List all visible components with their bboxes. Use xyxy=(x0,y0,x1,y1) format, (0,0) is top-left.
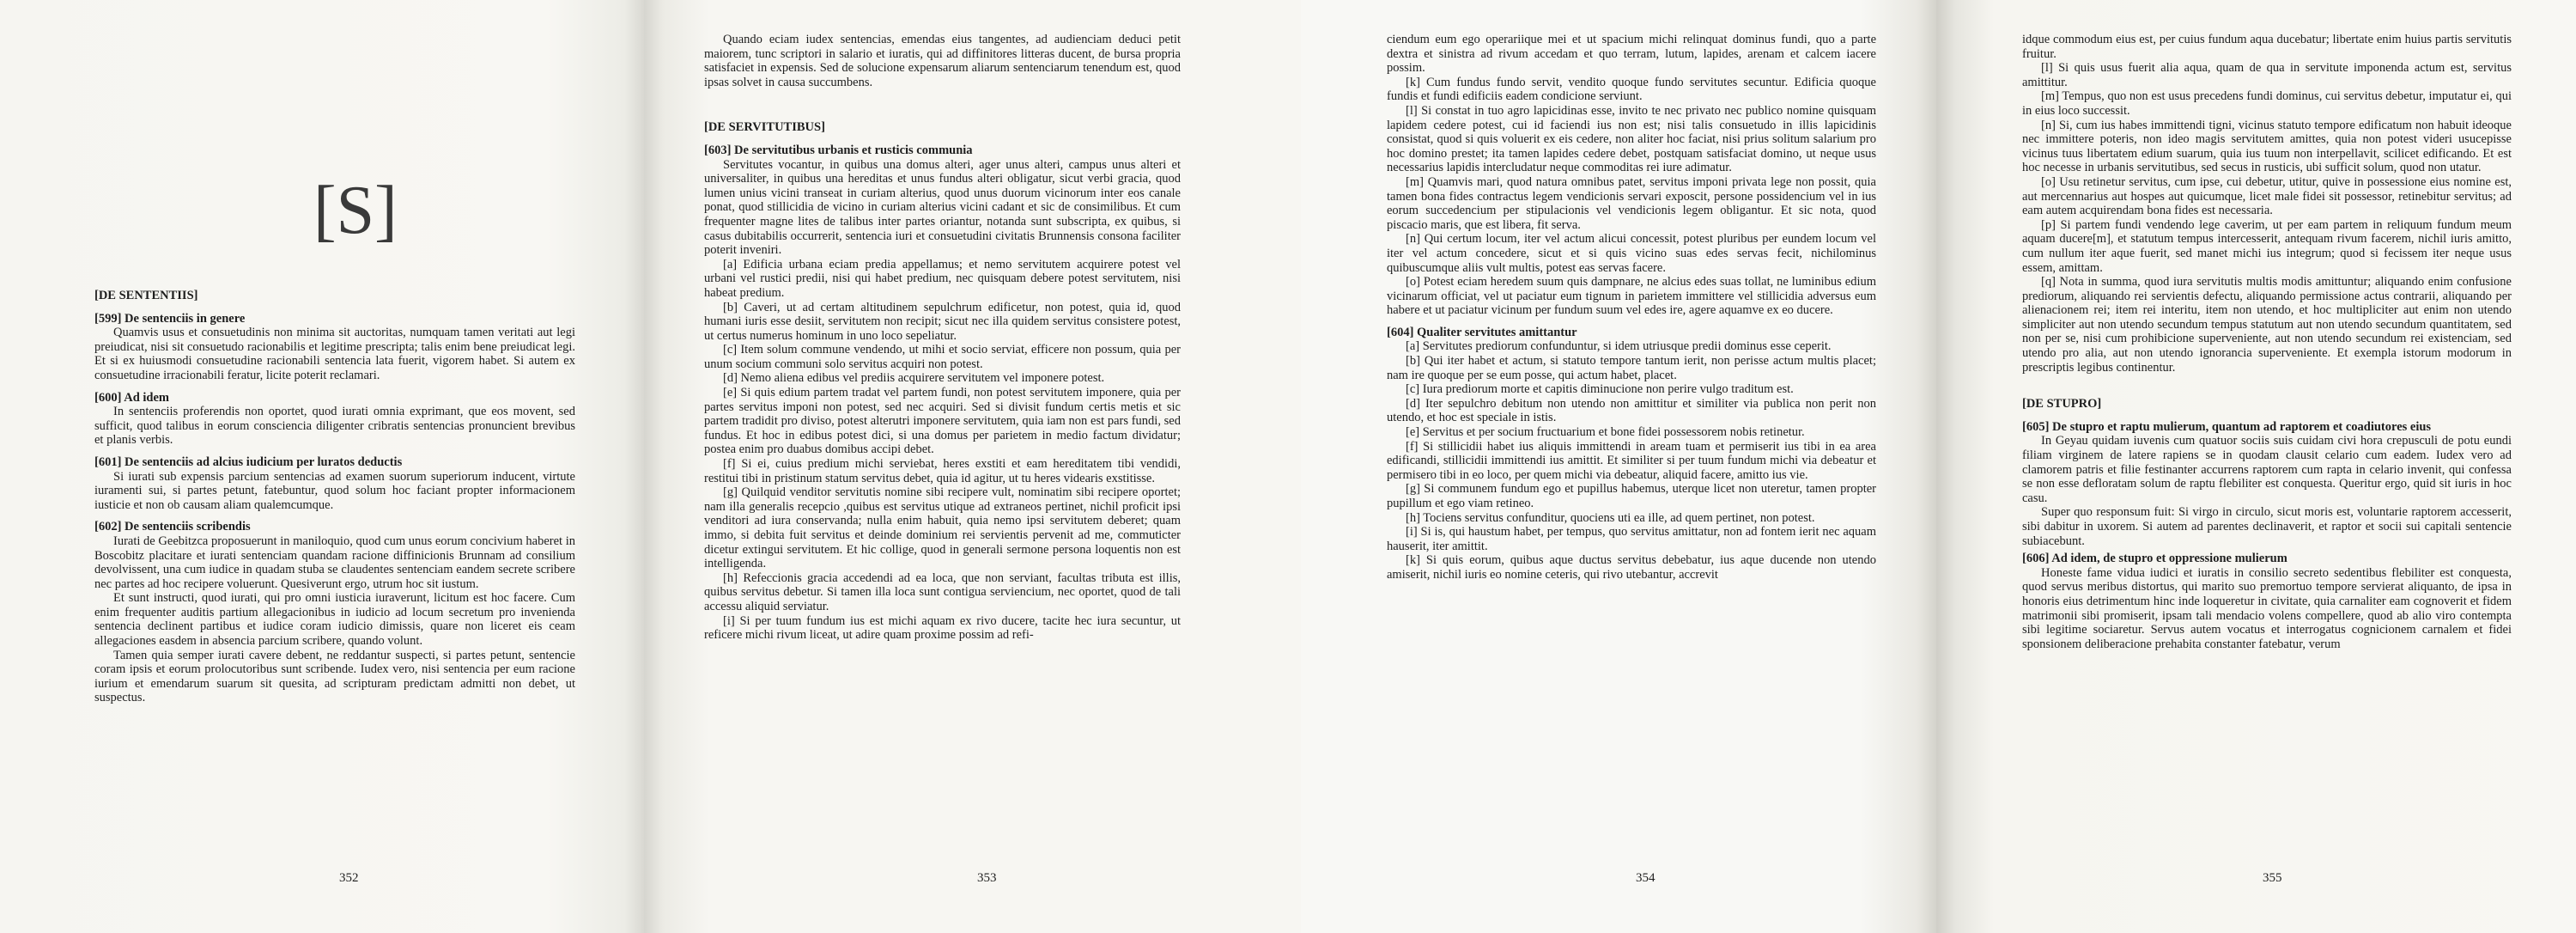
section-title: [DE SENTENTIIS] xyxy=(94,289,198,302)
paragraph: [q] Nota in summa, quod iura servitutis multis modis amittuntur; aliquando enim confusione prediorum, aliquando rei servientis defectu, aliquando permissione actus contrarii, aliquando per alienacionem rei; item rei interitu, item non utendo, et hoc multipliciter aut enim non utendo simpliciter aut non utendo secundum tempus statutum aut non utendo secundum quantitatem, sed non per se, nisi cum prohibicione superveniente, aut non utendo secundum rei existenciam, sed utendo pro alia, aut non utendo ignorancia superveniente. Et exempla istorum modorum in prescriptis legibus continentur. xyxy=(2022,275,2512,375)
paragraph: ciendum eum ego operariique mei et ut spacium michi relinquat dominus fundi, quo a parte dextra et sinistra ad rivum accedam et quo terram, lutum, lapides, arenam et calcem iacere possim. xyxy=(1387,33,1876,76)
heading: [599] De sentenciis in genere xyxy=(94,311,246,326)
paragraph: [c] Item solum commune vendendo, ut mihi et socio serviat, efficere non possum, quia per unum socium communi solo servitus acquiri non potest. xyxy=(704,343,1181,371)
chapter-letter: [S] xyxy=(313,173,398,248)
paragraph: [o] Usu retinetur servitus, cum ipse, cui debetur, utitur, quive in possessione eius nomine est, aut mercennarius aut hospes aut quicumque, licet male fidei sit possessor, retinebitur servitus; ad eam autem acquirendam bona fides est necessaria. xyxy=(2022,174,2512,218)
page-355 xyxy=(1936,0,2576,933)
paragraph: Iurati de Geebitzca proposuerunt in maniloquio, quod cum unus eorum concivium haberet in Boscobitz placitare et iurati sentenciam quandam racione diffinicionis Brunnam ad consilium devolvissent, una cum iudice in quadam stuba se claudentes sentenciam eandem secrete scribere nec partes ad hoc recipere voluerunt. Quesiverunt ergo, utrum hoc sit iustum. xyxy=(94,534,575,591)
paragraph: [m] Tempus, quo non est usus precedens fundi dominus, cui servitus debetur, imputatur ei, qui in eius loco successit. xyxy=(2022,89,2512,118)
paragraph: Si iurati sub expensis parcium sentencias ad examen suorum superiorum inducent, virtute iuramenti sui, si partes petunt, fatebuntur, quod solum hoc faciant propter informacionem iusticie et non ob causam aliam qualemcumque. xyxy=(94,469,575,512)
heading: [602] De sentenciis scribendis xyxy=(94,520,251,534)
paragraph: Servitutes vocantur, in quibus una domus alteri, ager unus alteri, campus unus alteri et universaliter, in quibus una hereditas et unus fundus alteri obligatur, sicut verbi gracia, quod lumen unius vicini transeat in curiam alterius, quod unus duorum vicinorum inter eos canale ponat, quod stillicidia de vicino in curiam alterius vicini cadant et sic de consimilibus. Et cum frequenter magne lites de talibus inter partes oriantur, notanda sunt subscripta, ex quibus, si casus dubitabilis occurrerit, sentencia iuri et consuetudini civitatis Brunnensis consona faciliter poterit inveniri. xyxy=(704,157,1181,258)
paragraph: [g] Si communem fundum ego et pupillus habemus, uterque licet non uteretur, tamen propter pupillum et ego viam retineo. xyxy=(1387,482,1876,510)
paragraph: [g] Quilquid venditor servitutis nomine sibi recipere vult, nominatim sibi recipere oportet; nam illa generalis recepcio ,quibus est servitus utique ad extraneos pertinet, nichil proficit ipsi venditori ad iura conservanda; nulla enim habuit, quia nemo ipsi servitutem deberet; quam immo, si debita fuit servitus et deinde dominium rei servientis pervenit ad me, commuticter dicetur extingui servitutem. Et hic collige, quod in generali sermone persona loquentis non est intelligenda. xyxy=(704,485,1181,571)
paragraph: [e] Servitus et per socium fructuarium et bone fidei possessorem nobis retinetur. xyxy=(1406,425,1805,440)
paragraph: In sentenciis proferendis non oportet, quod iurati omnia exprimant, que eos movent, sed sufficit, quod talibus in eorum consciencia diligenter cribratis sentencias pronuncient brevibus et planis verbis. xyxy=(94,405,575,448)
paragraph: [d] Iter sepulchro debitum non utendo non amittitur et similiter via publica non perit non utendo, et hoc est speciale in istis. xyxy=(1387,396,1876,425)
paragraph: [e] Si quis edium partem tradat vel partem fundi, non potest servitutem imponere, quia per partes servitus imponi non potest, sed nec acquiri. Sed si divisit fundum certis metis et sic partem tradidit pro diviso, potest alterutri imponere servitutem, quia iam non est pars fundi, sed fundus. Et hoc in edibus potest dici, si una domus per parietem in medio factum dividatur; postea enim pro duabus domibus accipi debet. xyxy=(704,386,1181,457)
paragraph: Quamvis usus et consuetudinis non minima sit auctoritas, numquam tamen veritati aut legi preiudicat, nisi sit consuetudo racionabilis et legitime prescripta; talis enim bene preiudicat legi. Et si ex huiusmodi consuetudine racionabili sentencia lata fuerit, vigorem habet. Si autem ex consuetudine irracionabili feratur, licite poterit reclamari. xyxy=(94,326,575,382)
heading: [605] De stupro et raptu mulierum, quantum ad raptorem et coadiutores eius xyxy=(2022,419,2432,434)
paragraph: [i] Si per tuum fundum ius est michi aquam ex rivo ducere, tacite hec iura secuntur, ut reficere michi rivum liceat, ut adire quam proxime possim ad refi- xyxy=(704,613,1181,643)
paragraph: Super quo responsum fuit: Si virgo in circulo, sicut moris est, voluntarie raptorem accesserit, sibi dabitur in uxorem. Si autem ad parentes declinaverit, et raptor et socii sui capitali sentencie subiacebunt. xyxy=(2022,505,2512,548)
paragraph: Honeste fame vidua iudici et iuratis in consilio secreto sedentibus flebiliter est conquesta, quod servus meribus distortus, qui marito suo premortuo tempore servierat aliquanto, de ipsa in honoris eius detrimentum hinc inde loqueretur in civitate, quia carnaliter eam cognoverit et fidem matrimonii sibi promiserit, ipsam tali mendacio volens compellere, quod ab alio viro contempta sibi legitime sociaretur. Servus autem vocatus et interrogatus cognicionem carnalem et fidei sponsionem deliberacione prehabita constanter fatebatur, verum xyxy=(2022,565,2512,651)
paragraph: [o] Potest eciam heredem suum quis dampnare, ne alcius edes suas tollat, ne luminibus edium vicinarum officiat, vel ut paciatur eum tignum in parietem immittere vel stillicidia adversus eum habere et ut paciatur vicinum per fundum suum vel edes ire, agere aquamve ex eo ducere. xyxy=(1387,275,1876,318)
paragraph: Et sunt instructi, quod iurati, qui pro omni iusticia iuraverunt, licitum est hoc facere. Cum enim frequenter auditis partium allegacionibus in iudicio ad locum secretum pro invenienda sentencia declinent partibus et iudice coram iudicio dimissis, quare non liceret eis ceam allegaciones easdem in absencia parcium scribere, quando volunt. xyxy=(94,591,575,649)
paragraph: [c] Iura prediorum morte et capitis diminucione non perire vulgo traditum est. xyxy=(1406,382,1794,397)
paragraph: [d] Nemo aliena edibus vel prediis acquirere servitutem vel imponere potest. xyxy=(723,371,1105,386)
paragraph: [m] Quamvis mari, quod natura omnibus patet, servitus imponi privata lege non possit, quia tamen bona fides contractus legem vendicionis servari exposcit, persone possidencium vel in ius eorum succedencium per stipulacionis vel vendicionis legem obligantur. Et sic nota, quod piscacio maris, que est libera, fit serva. xyxy=(1387,174,1876,232)
paragraph: [i] Si is, qui haustum habet, per tempus, quo servitus amittatur, non ad fontem ierit nec aquam hauserit, iter amittit. xyxy=(1387,525,1876,553)
page-number: 354 xyxy=(1636,871,1656,886)
section-title: [DE SERVITUTIBUS] xyxy=(704,120,825,135)
page-353 xyxy=(644,0,1301,933)
heading: [601] De sentenciis ad alcius iudicium per luratos deductis xyxy=(94,454,403,469)
page-352 xyxy=(0,0,644,933)
page-number: 353 xyxy=(977,871,997,886)
paragraph: [n] Qui certum locum, iter vel actum alicui concessit, potest pluribus per eundem locum vel iter vel actum concedere, sicut et si quis vicino suas edes servas fecit, nichilominus quibuscumque aliis vult multis, potest eas servas facere. xyxy=(1387,232,1876,275)
paragraph: [k] Cum fundus fundo servit, vendito quoque fundo servitutes secuntur. Edificia quoque fundis et fundi edificiis eadem condicione serviunt. xyxy=(1387,75,1876,104)
paragraph: [k] Si quis eorum, quibus aque ductus servitus debebatur, ius aque ducende non utendo amiserit, nichil iuris eo nomine ceteris, qui rivo utebantur, accrevit xyxy=(1387,553,1876,582)
paragraph: [l] Si constat in tuo agro lapicidinas esse, invito te nec privato nec publico nomine quisquam lapidem cedere potest, cui id faciendi ius non est; nisi talis consuetudo in illis lapicidinis consistat, quod si quis voluerit ex eis cedere, non aliter hoc faciat, nisi prius solitum salarium pro hoc domino prestet; ita tamen lapides cedere debet, postquam satisfaciat domino, ut neque usus necessarius lapidis intercludatur neque commoditas rei iure adimatur. xyxy=(1387,103,1876,175)
paragraph: [p] Si partem fundi vendendo lege caverim, ut per eam partem in reliquum fundum meum aquam ducere[m], et statutum tempus intercesserit, antequam rivum facerem, nichil iuris amitto, cum nullum iter aque fuerit, sed manet michi ius integrum; quod si fecissem iter neque usus essem, amittam. xyxy=(2022,217,2512,275)
paragraph: [f] Si stillicidii habet ius aliquis immittendi in aream tuam et permiserit ius tibi in ea area edificandi, stillicidii immittendi ius amittit. Et similiter si per tuum fundum michi via debeatur et permisero tibi in eo loco, per quem michi via debeatur, aliquid facere, amitto ius vie. xyxy=(1387,439,1876,482)
text-column xyxy=(2022,33,2512,651)
paragraph: [h] Refeccionis gracia accedendi ad ea loca, que non serviant, facultas tributa est illis, quibus servitus debetur. Si tamen illa loca sunt contigua serviencium, nec oportet, quod de tali accessu aliquid serviatur. xyxy=(704,570,1181,613)
paragraph: idque commodum eius est, per cuius fundum aqua ducebatur; libertate enim huius partis servitutis fruitur. xyxy=(2022,33,2512,61)
heading: [603] De servitutibus urbanis et rusticis communia xyxy=(704,143,973,157)
paragraph: [n] Si, cum ius habes immittendi tigni, vicinus statuto tempore edificatum non habuit ideoque nec immittere poteris, non ideo magis servitutem amittes, quia non potest videri usucepisse vicinus tuus libertatem edium suarum, quia ius tuum non interpellavit, scilicet edificando. Et est hoc necesse in urbanis servitutibus, sed secus in rusticis, ubi sufficit solum, quod non utatur. xyxy=(2022,118,2512,175)
page-354 xyxy=(1301,0,1936,933)
paragraph: Tamen quia semper iurati cavere debent, ne reddantur suspecti, si partes petunt, sentencie coram ipsis et eorum prolocutoribus sunt scribende. Iudex vero, nisi sentencia per eum racione iurium et emendarum suarum sit quesita, ad scripturam predictam admitti non debet, ut suspectus. xyxy=(94,648,575,705)
text-column xyxy=(1387,33,1876,582)
text-column xyxy=(704,33,1181,643)
paragraph: [b] Qui iter habet et actum, si statuto tempore tantum ierit, non perisse actum multis placet; nam ire quoque per se eum posse, qui actum habet, placet. xyxy=(1387,354,1876,382)
paragraph: [l] Si quis usus fuerit alia aqua, quam de qua in servitute imponenda actum est, servitus amittitur. xyxy=(2022,61,2512,89)
paragraph: [a] Edificia urbana eciam predia appellamus; et nemo servitutem acquirere potest vel urbani vel rustici predii, nisi qui habet predium, nec quisquam debere potest servitutem, nisi habeat predium. xyxy=(704,257,1181,300)
heading: [604] Qualiter servitutes amittantur xyxy=(1387,325,1577,339)
heading: [600] Ad idem xyxy=(94,390,169,405)
paragraph: [f] Si ei, cuius predium michi serviebat, heres exstiti et eam hereditatem tibi vendidi, restitui tibi in pristinum statum servitus debet, quia id agitur, ut tu heres videaris exstitisse. xyxy=(704,457,1181,485)
page-number: 355 xyxy=(2263,871,2282,886)
paragraph: [a] Servitutes prediorum confunduntur, si idem utriusque predii dominus esse ceperit. xyxy=(1406,339,1832,354)
paragraph: [h] Tociens servitus confunditur, quociens uti ea ille, ad quem pertinet, non potest. xyxy=(1406,510,1815,525)
heading: [606] Ad idem, de stupro et oppressione mulierum xyxy=(2022,552,2287,566)
text-column xyxy=(94,289,575,705)
paragraph: Quando eciam iudex sentencias, emendas eius tangentes, ad audienciam deduci petit maiorem, tunc scriptori in salario et iuratis, qui ad diffinitores litteras ducent, de bursa propria satisfaciet in expensis. Sed de solucione expensarum aliarum sentenciarum tenendum est, quod ipsas solvet in causa succumbens. xyxy=(704,33,1181,89)
paragraph: [b] Caveri, ut ad certam altitudinem sepulchrum edificetur, non potest, quia id, quod humani iuris esse desiit, servitutem non recipit; sicut nec illa quidem servitus consistere potest, ut certus numerus hominum in uno loco sepeliatur. xyxy=(704,300,1181,343)
paragraph: In Geyau quidam iuvenis cum quatuor sociis suis cuidam civi hora crepusculi de potu eundi filiam virginem de latere rapiens se in quodam clausit celario cum eadem. Iudex vero ad clamorem patris et filie festinanter accurrens raptorem cum rapta in celario invenit, qui confessa se non esse defloratam solum de raptu flebiliter est conquesta. Queritur ergo, quid sit iuris in hoc casu. xyxy=(2022,434,2512,505)
page-number: 352 xyxy=(339,871,359,886)
section-title: [DE STUPRO] xyxy=(2022,397,2102,412)
